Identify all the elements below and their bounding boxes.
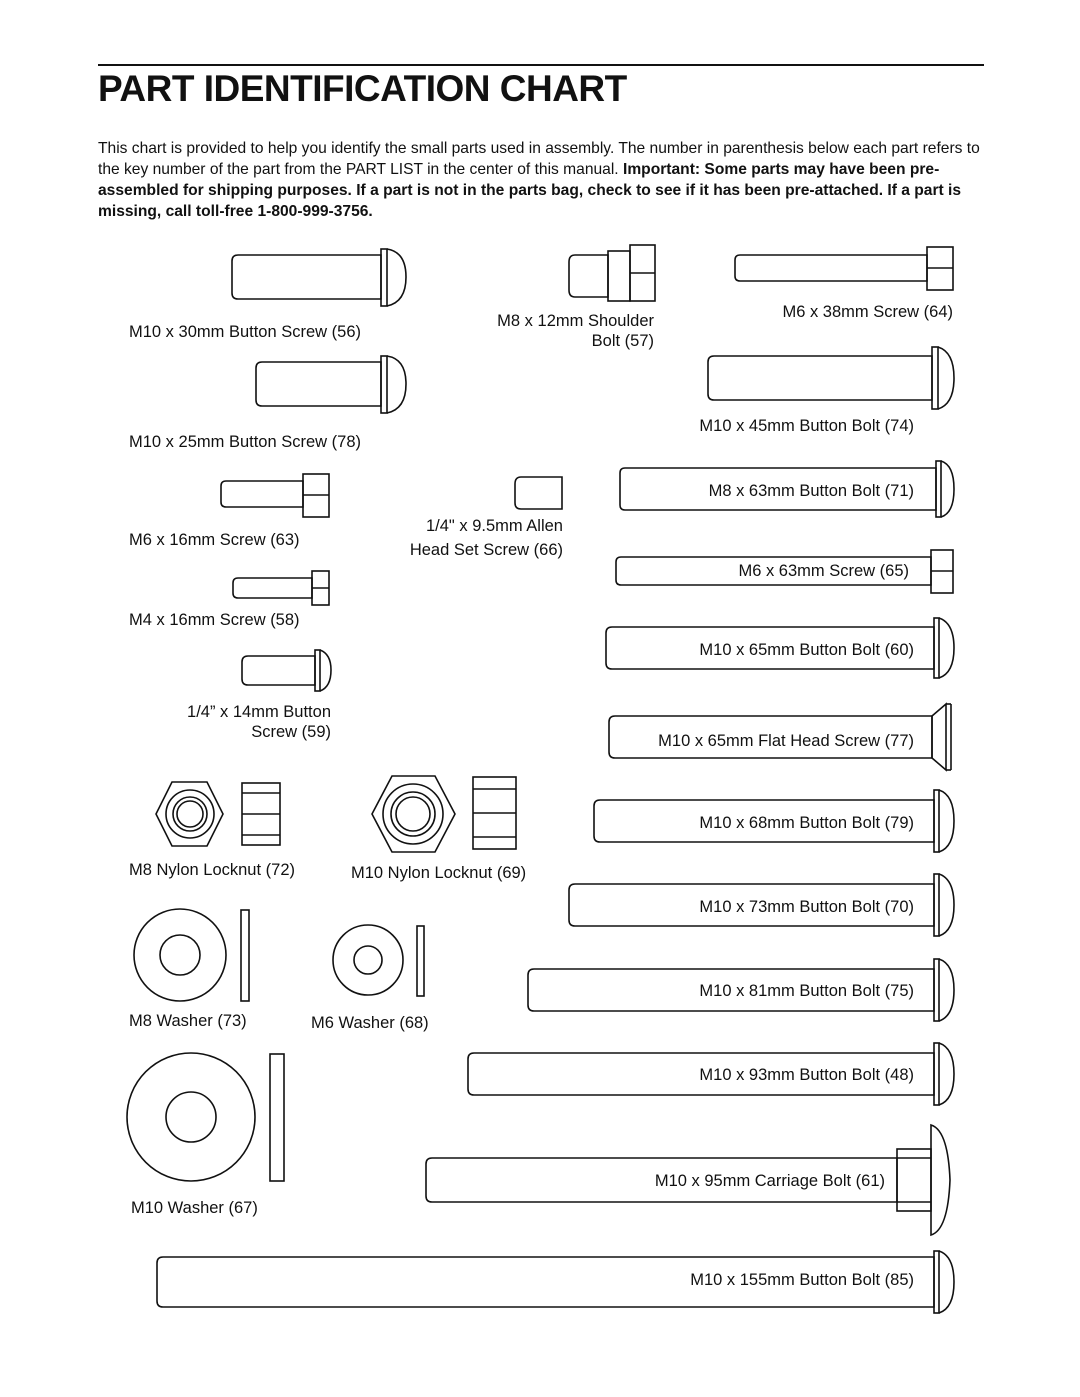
label-m10-95mm-carriage-bolt: M10 x 95mm Carriage Bolt (61) [654, 1172, 885, 1190]
m6-washer-icon [333, 925, 424, 996]
quarter-14mm-button-screw-icon [242, 650, 331, 691]
m10-washer-icon [127, 1053, 284, 1181]
label-m8-nylon-locknut: M8 Nylon Locknut (72) [129, 861, 295, 879]
intro-text: This chart is provided to help you identify the small parts used in assembly. The number in parenthesis below each part refers to the key number of the part from the PART LIST in the center of this manual. [98, 140, 980, 178]
label-quarter-14mm-button-screw-line2: Screw (59) [251, 723, 331, 741]
allen-head-set-screw-icon [515, 477, 562, 509]
label-m8-12mm-shoulder-bolt-line2: Bolt (57) [591, 332, 654, 350]
m8-washer-icon [134, 909, 249, 1001]
label-m10-washer: M10 Washer (67) [131, 1199, 258, 1217]
label-m4-16mm-screw: M4 x 16mm Screw (58) [129, 611, 300, 629]
label-m10-155mm-button-bolt: M10 x 155mm Button Bolt (85) [690, 1271, 914, 1289]
m4-16mm-screw-icon [233, 571, 329, 605]
label-allen-set-screw-line1: 1/4" x 9.5mm Allen [425, 517, 563, 535]
label-m6-washer: M6 Washer (68) [311, 1014, 429, 1032]
label-quarter-14mm-button-screw-line1: 1/4” x 14mm Button [187, 703, 331, 721]
label-m10-65mm-flat-head-screw: M10 x 65mm Flat Head Screw (77) [658, 732, 914, 750]
label-m8-63mm-button-bolt: M8 x 63mm Button Bolt (71) [708, 482, 914, 500]
label-m10-65mm-button-bolt: M10 x 65mm Button Bolt (60) [699, 641, 914, 659]
label-m10-73mm-button-bolt: M10 x 73mm Button Bolt (70) [699, 898, 914, 916]
label-m10-nylon-locknut: M10 Nylon Locknut (69) [351, 864, 527, 882]
label-m6-38mm-screw: M6 x 38mm Screw (64) [782, 303, 953, 321]
label-m10-68mm-button-bolt: M10 x 68mm Button Bolt (79) [699, 814, 914, 832]
m10-30mm-button-screw-icon [232, 249, 406, 306]
important-text: Some parts may have been pre-assembled for shipping purposes. If a part is not in the parts bag, check to see if it has been pre-attached. If a part is missing, call toll-free 1-800-999-3756. [98, 161, 962, 220]
m10-nylon-locknut-icon [372, 776, 516, 852]
label-m10-81mm-button-bolt: M10 x 81mm Button Bolt (75) [699, 982, 914, 1000]
m10-25mm-button-screw-icon [256, 356, 406, 413]
label-m10-30mm-button-screw: M10 x 30mm Button Screw (56) [129, 323, 361, 341]
m8-nylon-locknut-icon [156, 782, 280, 846]
label-m8-washer: M8 Washer (73) [129, 1012, 247, 1030]
label-m8-12mm-shoulder-bolt-line1: M8 x 12mm Shoulder [497, 312, 654, 330]
label-m10-93mm-button-bolt: M10 x 93mm Button Bolt (48) [699, 1066, 914, 1084]
page-title: PART IDENTIFICATION CHART [98, 68, 627, 109]
m8-12mm-shoulder-bolt-icon [569, 245, 655, 301]
m6-38mm-screw-icon [735, 247, 953, 290]
m10-45mm-button-bolt-icon [708, 347, 954, 409]
label-m6-16mm-screw: M6 x 16mm Screw (63) [129, 531, 300, 549]
label-allen-set-screw-line2: Head Set Screw (66) [409, 541, 563, 559]
label-m10-45mm-button-bolt: M10 x 45mm Button Bolt (74) [699, 417, 914, 435]
m6-16mm-screw-icon [221, 474, 329, 517]
label-m6-63mm-screw: M6 x 63mm Screw (65) [738, 562, 909, 580]
important-label: Important: [622, 161, 701, 178]
label-m10-25mm-button-screw: M10 x 25mm Button Screw (78) [129, 433, 361, 451]
